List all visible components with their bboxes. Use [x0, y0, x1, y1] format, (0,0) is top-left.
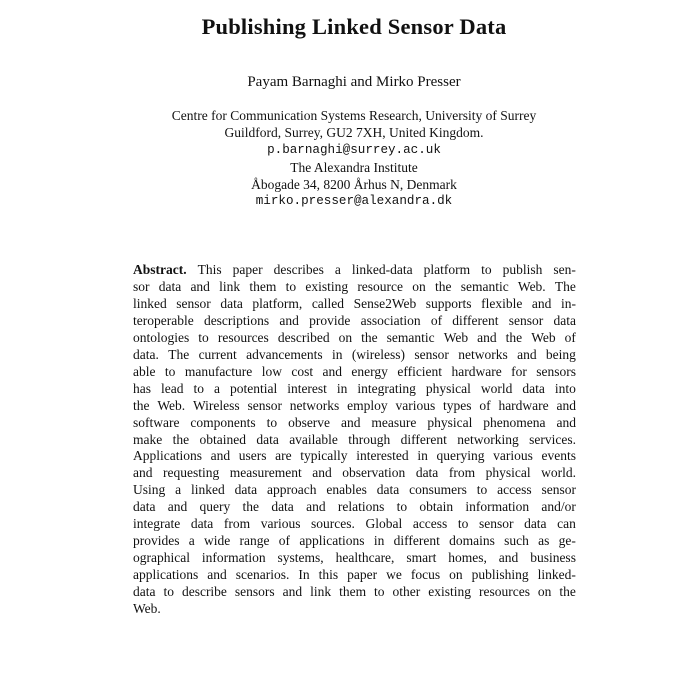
abstract-line: linked sensor data platform, called Sense2Web supports flexible and in-: [133, 295, 576, 311]
abstract-line: able to manufacture low cost and energy efficient hardware for sensors: [133, 363, 576, 379]
abstract-line: ontologies to resources described on the semantic Web and the Web of: [133, 329, 576, 345]
abstract-line: make the obtained data available through different networking services.: [133, 431, 576, 447]
abstract-line: Using a linked data approach enables data consumers to access sensor: [133, 482, 576, 498]
abstract-line: sor data and link them to existing resource on the semantic Web. The: [133, 278, 576, 294]
abstract-line: ographical information systems, healthcare, smart homes, and business: [133, 550, 576, 566]
paper-authors: Payam Barnaghi and Mirko Presser: [247, 74, 461, 90]
abstract-line: integrate data from various sources. Global access to sensor data can: [133, 516, 576, 532]
author-email: mirko.presser@alexandra.dk: [255, 194, 453, 209]
author-email: p.barnaghi@surrey.ac.uk: [267, 142, 441, 157]
abstract-line: data to describe sensors and link them to other existing resources on the: [133, 584, 576, 600]
affiliation-line: Centre for Communication Systems Research, University of Surrey: [171, 108, 537, 123]
abstract-heading: Abstract.: [133, 262, 187, 277]
abstract-line: software components to observe and measure physical phenomena and: [133, 414, 576, 430]
abstract-line: Web.: [133, 601, 161, 617]
abstract-line: data and query the data and relations to obtain information and/or: [133, 499, 576, 515]
affiliation-block: [0, 107, 700, 211]
abstract-line: and requesting measurement and observation data from physical world.: [133, 465, 576, 481]
affiliation-line: Åbogade 34, 8200 Århus N, Denmark: [251, 177, 457, 193]
abstract-line: teroperable descriptions and provide association of different sensor data: [133, 312, 576, 328]
abstract-line: provides a wide range of applications in different domains such as ge-: [133, 533, 576, 549]
abstract-line: Abstract. This paper describes a linked-data platform to publish sen-: [133, 262, 576, 277]
abstract-line: applications and scenarios. In this paper we focus on publishing linked-: [133, 567, 576, 583]
affiliation-line: Guildford, Surrey, GU2 7XH, United Kingdom.: [224, 125, 484, 141]
abstract-block: [133, 262, 576, 618]
abstract-line: the Web. Wireless sensor networks employ various types of hardware and: [133, 397, 576, 413]
affiliation-line: The Alexandra Institute: [290, 159, 418, 175]
abstract-line: data. The current advancements in (wireless) sensor networks and being: [133, 346, 576, 362]
abstract-line: Applications and users are typically interested in querying various events: [133, 448, 576, 464]
abstract-line: has lead to a potential interest in integrating physical world data into: [133, 380, 576, 396]
paper-title: Publishing Linked Sensor Data: [201, 14, 507, 39]
